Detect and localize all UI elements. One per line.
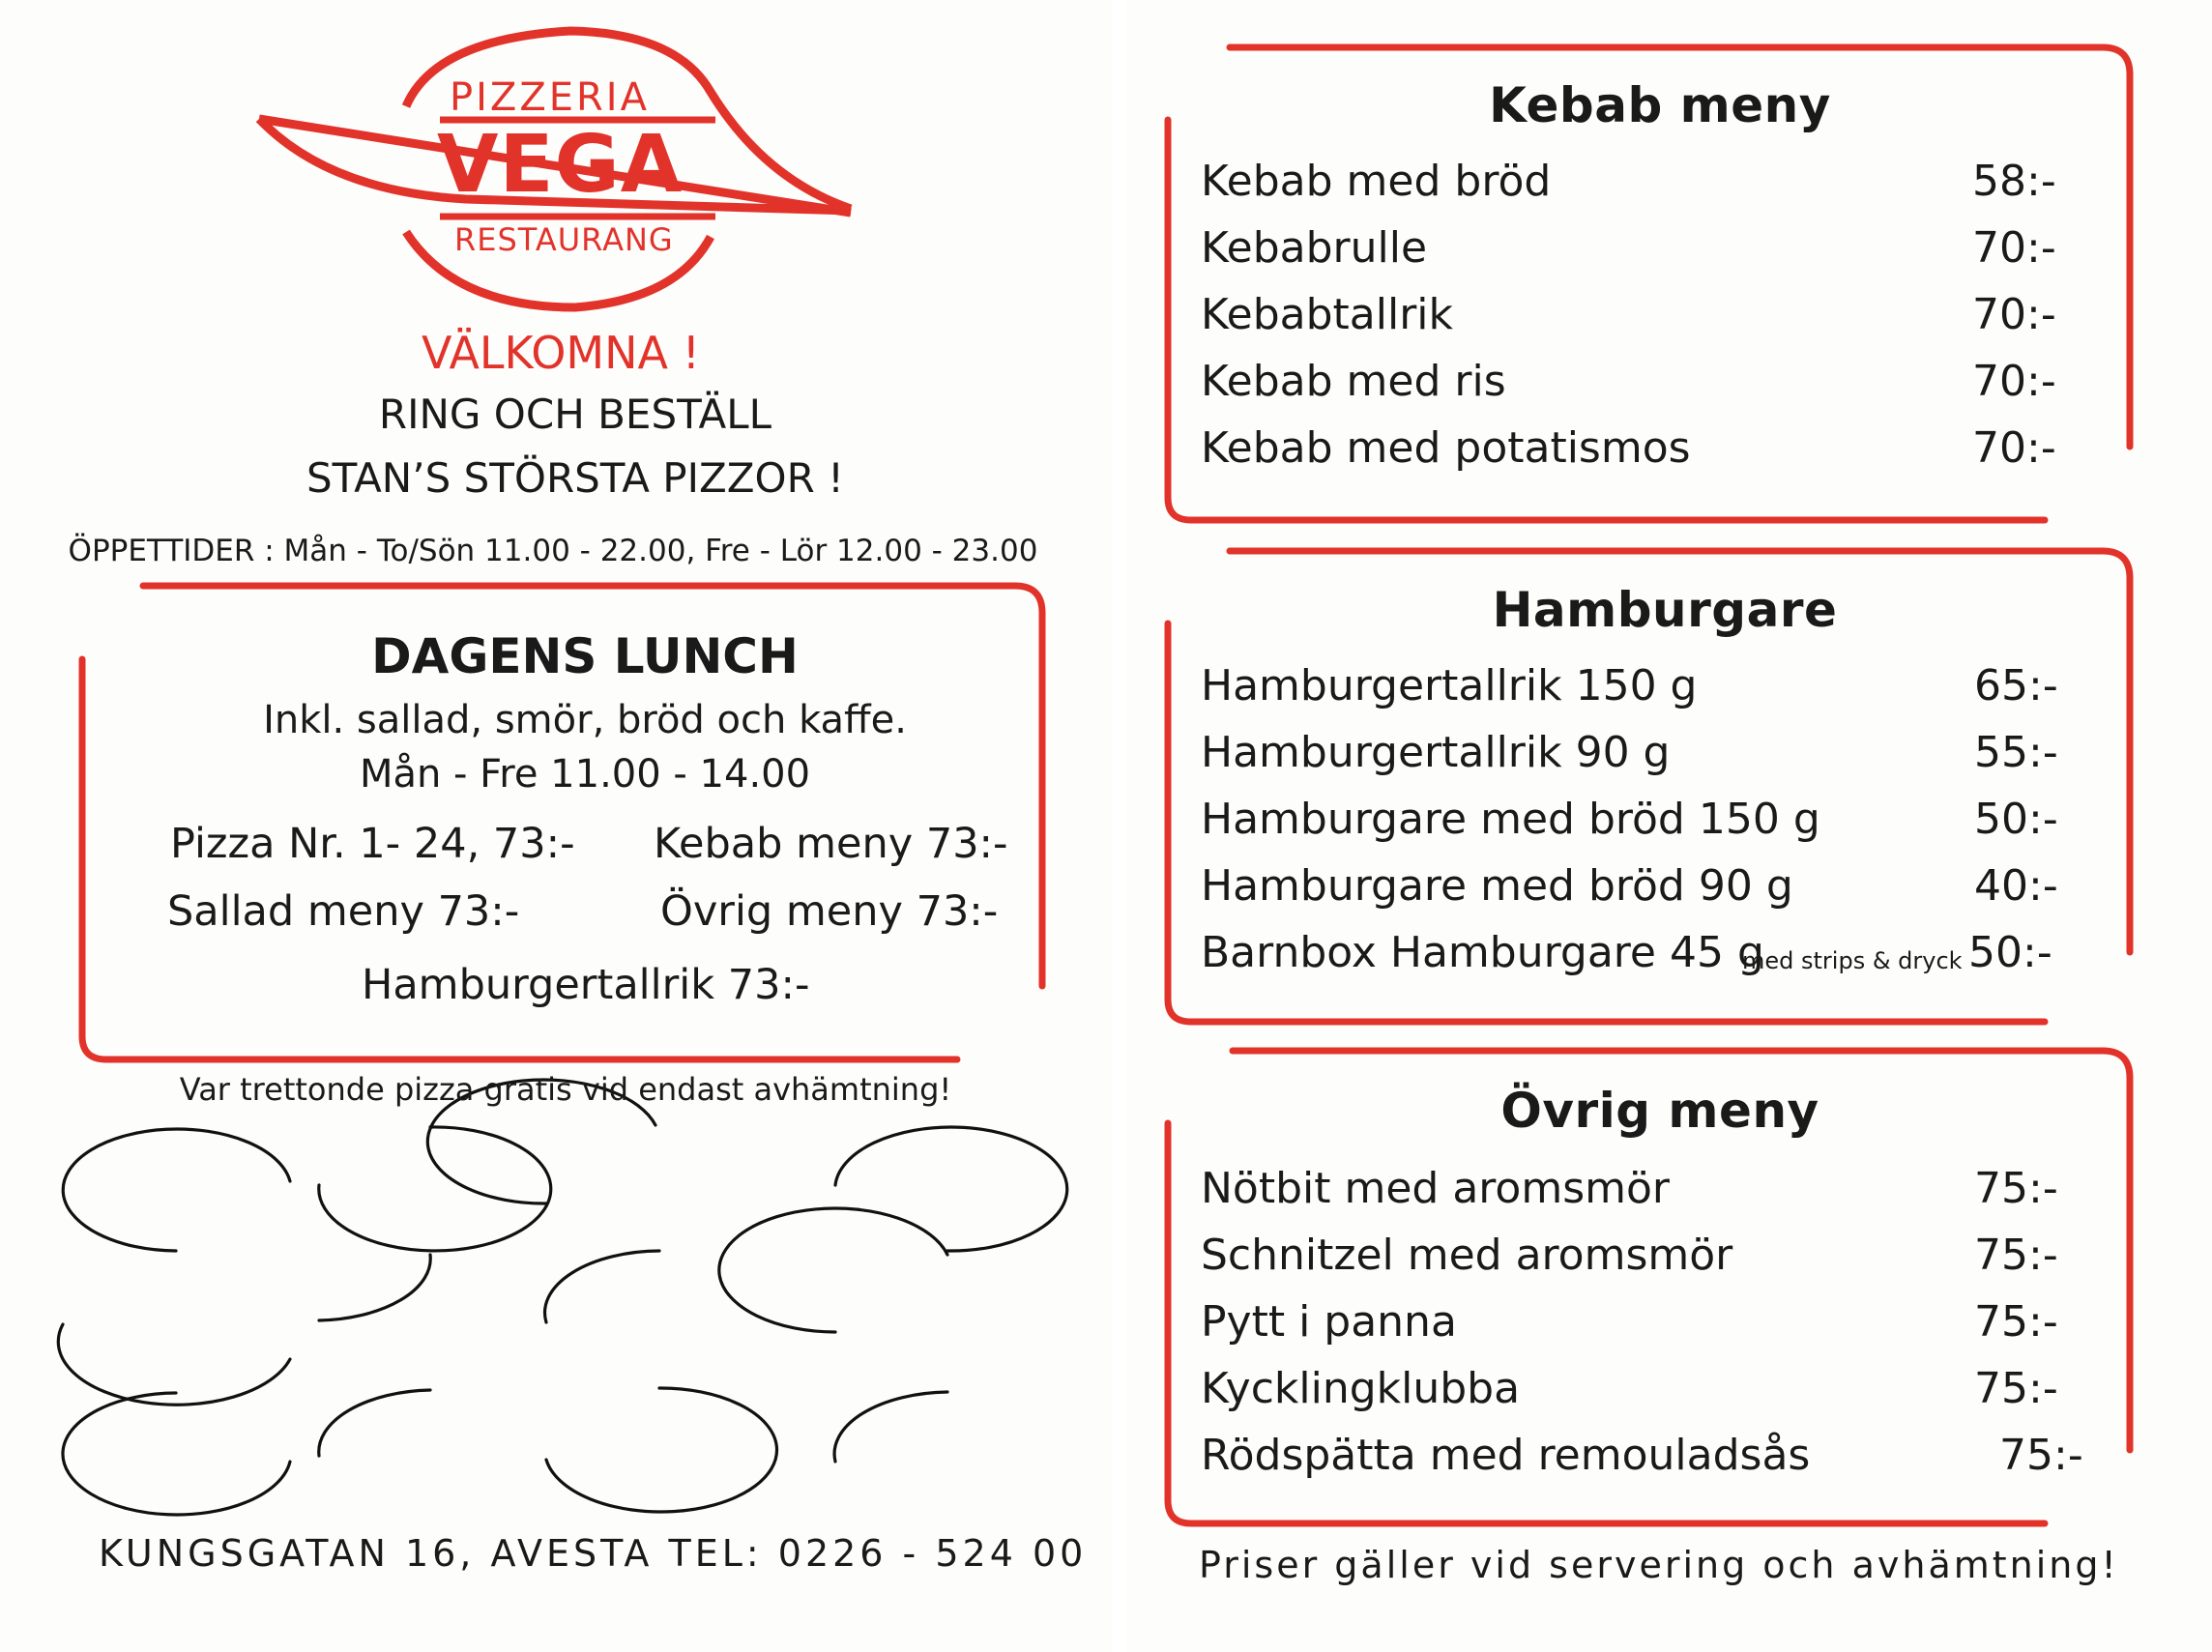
stamp-card-note: Var trettonde pizza gratis vid endast avhämtning! (179, 1071, 952, 1108)
lunch-item-pizza: Pizza Nr. 1- 24, 73:- (170, 820, 575, 868)
welcome-heading: VÄLKOMNA ! (421, 327, 701, 379)
menu-item-name: Barnbox Hamburgare 45 g (1201, 928, 1764, 977)
menu-item-price: 50:- (1974, 795, 2058, 844)
menu-item-name: Hamburgertallrik 150 g (1201, 661, 1698, 710)
intro-line-2: STAN’S STÖRSTA PIZZOR ! (306, 454, 844, 502)
menu-item-name: Rödspätta med remouladsås (1201, 1431, 1811, 1480)
menu-item-name: Kebab med bröd (1201, 157, 1552, 206)
menu-item-price: 65:- (1974, 661, 2058, 710)
stamp-4 (835, 1127, 1067, 1251)
menu-item-name: Hamburgertallrik 90 g (1201, 728, 1671, 777)
kebab-menu-title: Kebab meny (1489, 77, 1831, 133)
stamp-2 (319, 1127, 551, 1251)
menu-item-name: Hamburgare med bröd 90 g (1201, 861, 1793, 911)
ovrig-menu-title: Övrig meny (1500, 1083, 1819, 1139)
lunch-item-sallad: Sallad meny 73:- (167, 887, 520, 936)
menu-item-note: med strips & dryck (1742, 947, 1963, 974)
stamp-6 (319, 1255, 430, 1320)
logo-restaurang-text: RESTAURANG (454, 221, 674, 258)
price-note: Priser gäller vid servering och avhämtning! (1199, 1544, 2119, 1586)
stamp-7 (545, 1251, 659, 1322)
menu-item-price: 70:- (1972, 223, 2056, 273)
lunch-item-ovrig: Övrig meny 73:- (660, 887, 999, 936)
stamp-10 (319, 1390, 430, 1456)
address-phone: KUNGSGATAN 16, AVESTA TEL: 0226 - 524 00 (99, 1532, 1088, 1575)
logo-pizzeria-text: PIZZERIA (450, 75, 650, 120)
menu-item-price: 75:- (1974, 1164, 2058, 1213)
stamp-8 (719, 1208, 947, 1332)
menu-item-name: Kebabtallrik (1201, 290, 1454, 339)
stamp-12 (834, 1392, 947, 1462)
menu-item-name: Kycklingklubba (1201, 1364, 1521, 1413)
menu-item-price: 58:- (1972, 157, 2056, 206)
opening-hours: ÖPPETTIDER : Mån - To/Sön 11.00 - 22.00, Fre - Lör 12.00 - 23.00 (68, 534, 1038, 568)
menu-item-name: Nötbit med aromsmör (1201, 1164, 1670, 1213)
menu-item-price: 75:- (1999, 1431, 2083, 1480)
menu-item-name: Hamburgare med bröd 150 g (1201, 795, 1820, 844)
menu-item-name: Kebabrulle (1201, 223, 1428, 273)
menu-item-price: 70:- (1972, 423, 2056, 473)
menu-item-price: 55:- (1974, 728, 2058, 777)
intro-line-1: RING OCH BESTÄLL (378, 391, 772, 438)
menu-item-price: 70:- (1972, 357, 2056, 406)
menu-item-name: Kebab med ris (1201, 357, 1506, 406)
lunch-item-hamburger: Hamburgertallrik 73:- (362, 961, 810, 1009)
menu-item-name: Schnitzel med aromsmör (1201, 1231, 1733, 1280)
menu-item-name: Pytt i panna (1201, 1297, 1457, 1347)
menu-item-price: 70:- (1972, 290, 2056, 339)
lunch-subtitle: Inkl. sallad, smör, bröd och kaffe. (263, 698, 907, 742)
menu-item-price: 75:- (1974, 1231, 2058, 1280)
menu-item-price: 75:- (1974, 1364, 2058, 1413)
lunch-title: DAGENS LUNCH (371, 628, 799, 684)
stamp-9 (63, 1393, 290, 1515)
lunch-time: Mån - Fre 11.00 - 14.00 (359, 752, 811, 797)
menu-item-price: 40:- (1974, 861, 2058, 911)
menu-item-price: 50:- (1968, 928, 2052, 977)
menu-item-name: Kebab med potatismos (1201, 423, 1691, 473)
stamp-11 (546, 1388, 777, 1512)
lunch-item-kebab: Kebab meny 73:- (654, 820, 1008, 868)
hamburgare-menu-title: Hamburgare (1492, 582, 1838, 638)
menu-item-price: 75:- (1974, 1297, 2058, 1347)
stamp-grid (58, 1080, 1066, 1515)
stamp-1 (63, 1129, 290, 1251)
logo-vega-text: VEGA (437, 119, 684, 211)
